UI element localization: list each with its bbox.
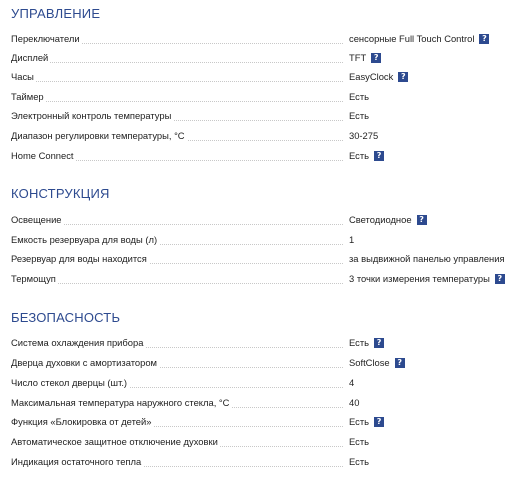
spec-label: Дисплей — [11, 52, 49, 63]
spec-label: Число стекол дверцы (шт.) — [11, 377, 128, 388]
spec-label: Диапазон регулировки температуры, °C — [11, 130, 185, 141]
spec-value: Есть — [349, 337, 370, 348]
help-icon[interactable]: ? — [398, 72, 408, 82]
spec-label: Емкость резервуара для воды (л) — [11, 234, 158, 245]
spec-row — [11, 433, 500, 451]
spec-value: TFT — [349, 52, 367, 63]
section-title-controls: УПРАВЛЕНИЕ — [11, 6, 101, 21]
spec-row — [11, 394, 500, 412]
spec-value: сенсорные Full Touch Control — [349, 33, 475, 44]
spec-label: Максимальная температура наружного стекла, °C — [11, 397, 230, 408]
help-icon[interactable]: ? — [395, 358, 405, 368]
spec-row — [11, 270, 503, 288]
spec-value: Есть — [349, 150, 370, 161]
spec-label: Индикация остаточного тепла — [11, 456, 142, 467]
spec-label: Термощуп — [11, 273, 56, 284]
spec-label: Автоматическое защитное отключение духовки — [11, 436, 218, 447]
spec-value: 1 — [349, 234, 355, 245]
spec-value: Есть — [349, 436, 370, 447]
help-icon[interactable]: ? — [495, 274, 505, 284]
spec-row — [11, 211, 500, 229]
help-icon[interactable]: ? — [374, 338, 384, 348]
spec-row — [11, 49, 500, 67]
spec-value: 3 точки измерения температуры — [349, 273, 490, 284]
spec-row — [11, 30, 500, 48]
spec-value: Есть — [349, 110, 370, 121]
spec-label: Переключатели — [11, 33, 80, 44]
section-title-safety: БЕЗОПАСНОСТЬ — [11, 310, 121, 325]
spec-row — [11, 413, 500, 431]
spec-label: Дверца духовки с амортизатором — [11, 357, 158, 368]
spec-value: 30-275 — [349, 130, 379, 141]
spec-row — [11, 127, 500, 145]
spec-label: Home Connect — [11, 150, 74, 161]
help-icon[interactable]: ? — [374, 151, 384, 161]
spec-value: Есть — [349, 456, 370, 467]
help-icon[interactable]: ? — [479, 34, 489, 44]
spec-label: Освещение — [11, 214, 62, 225]
spec-row — [11, 334, 500, 352]
spec-row — [11, 147, 500, 165]
spec-label: Таймер — [11, 91, 44, 102]
help-icon[interactable]: ? — [417, 215, 427, 225]
spec-value: 40 — [349, 397, 360, 408]
spec-row — [11, 88, 500, 106]
spec-value: EasyClock — [349, 71, 394, 82]
spec-label: Система охлаждения прибора — [11, 337, 144, 348]
dotted-leader — [11, 283, 343, 284]
spec-label: Функция «Блокировка от детей» — [11, 416, 152, 427]
spec-row — [11, 107, 500, 125]
spec-row — [11, 453, 500, 471]
spec-label: Часы — [11, 71, 34, 82]
spec-value: Есть — [349, 416, 370, 427]
dotted-leader — [11, 101, 343, 102]
spec-value: SoftClose — [349, 357, 390, 368]
dotted-leader — [11, 81, 343, 82]
help-icon[interactable]: ? — [374, 417, 384, 427]
spec-row — [11, 354, 500, 372]
spec-row — [11, 68, 500, 86]
spec-label: Электронный контроль температуры — [11, 110, 172, 121]
spec-value: Есть — [349, 91, 370, 102]
spec-row — [11, 250, 505, 268]
spec-value: за выдвижной панелью управления — [349, 253, 505, 264]
help-icon[interactable]: ? — [371, 53, 381, 63]
spec-value: Светодиодное — [349, 214, 412, 225]
spec-row — [11, 374, 500, 392]
spec-label: Резервуар для воды находится — [11, 253, 147, 264]
section-title-construction: КОНСТРУКЦИЯ — [11, 186, 110, 201]
spec-row — [11, 231, 500, 249]
dotted-leader — [11, 62, 343, 63]
spec-value: 4 — [349, 377, 355, 388]
